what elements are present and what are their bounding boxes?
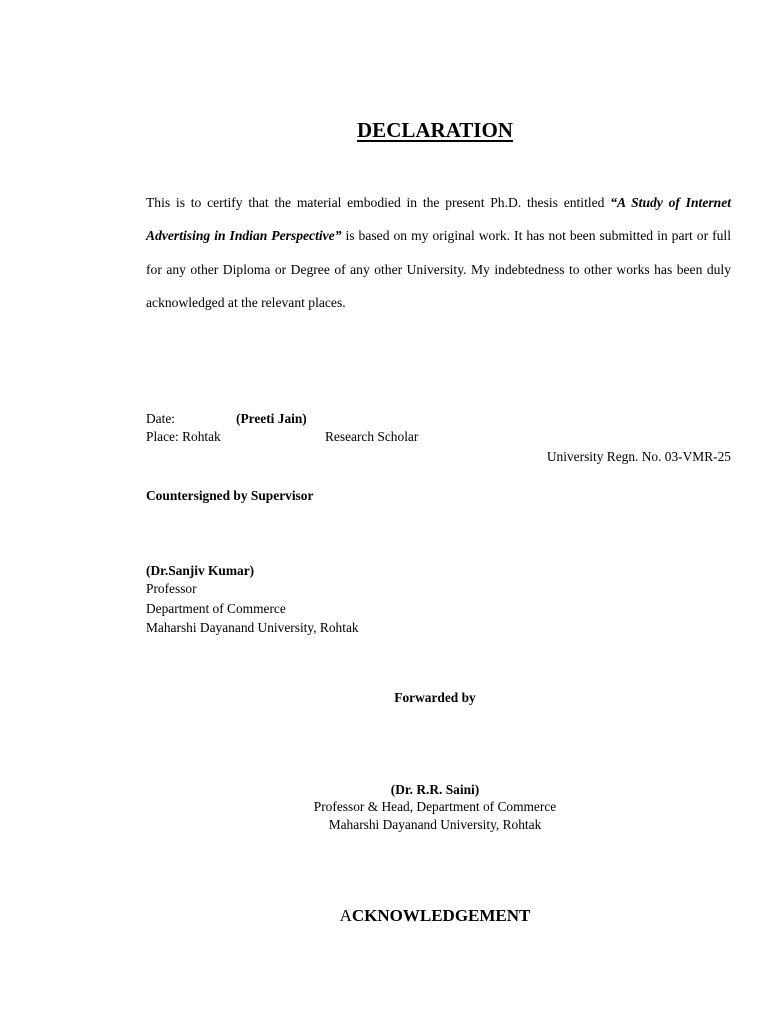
scholar-name: (Preeti Jain) (236, 411, 307, 426)
head-university: Maharshi Dayanand University, Rohtak (328, 817, 542, 832)
declaration-intro: This is to certify that the material embodied in the present Ph.D. thesis entitled (146, 195, 611, 210)
declaration-rest: is based on my original work. It has not been submitted in part or full for any other Diploma or Degree of any other University. My indebtedness to other works has been duly acknowledged at the relevant places. (146, 228, 731, 311)
countersigned-heading: Countersigned by Supervisor (146, 488, 314, 503)
date-label: Date: (146, 411, 175, 426)
forwarded-by: Forwarded by (394, 690, 476, 705)
declaration-paragraph (146, 186, 731, 320)
supervisor-department: Department of Commerce (146, 601, 286, 616)
thesis-title: “A Study of Internet Advertising in Indian Perspective” (146, 195, 732, 244)
head-designation: Professor & Head, Department of Commerce (313, 799, 557, 814)
page-title: DECLARATION (357, 118, 513, 142)
acknowledgement-first-letter: A (339, 906, 352, 925)
supervisor-name: (Dr.Sanjiv Kumar) (146, 563, 255, 578)
head-name: (Dr. R.R. Saini) (390, 782, 480, 797)
scholar-designation: Research Scholar (325, 429, 419, 444)
acknowledgement-rest: CKNOWLEDGEMENT (351, 906, 531, 925)
place-label: Place: Rohtak (146, 429, 221, 444)
supervisor-university: Maharshi Dayanand University, Rohtak (146, 620, 359, 635)
supervisor-designation: Professor (146, 581, 197, 596)
registration-number: University Regn. No. 03-VMR-25 (546, 449, 731, 464)
acknowledgement-heading (0, 906, 768, 926)
